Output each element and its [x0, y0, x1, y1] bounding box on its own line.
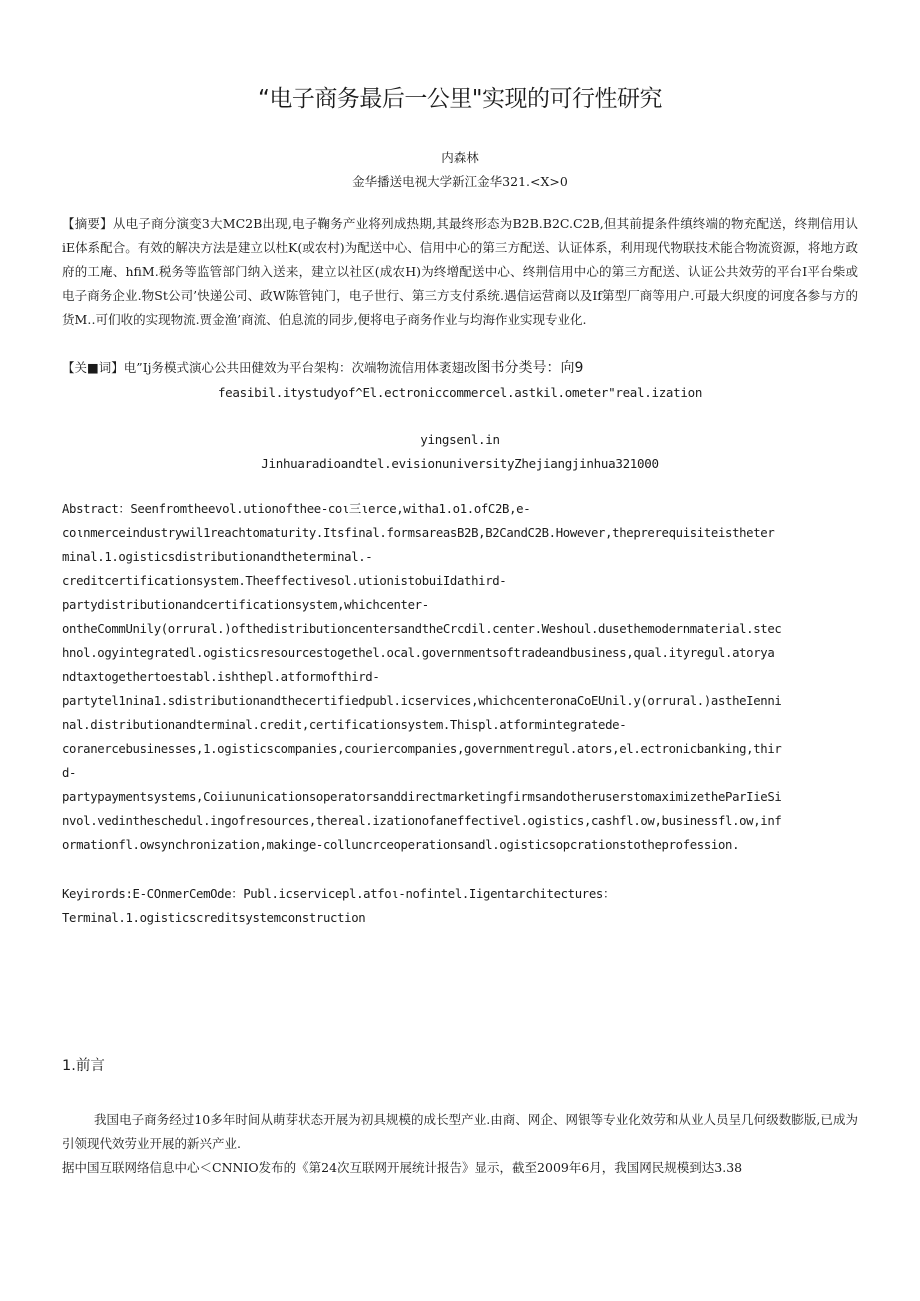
abstract-en-line: partypaymentsystems,CoiiununicationsoperatorsanddirectmarketingfirmsandotheruserstomaximizetheParIieSi — [62, 790, 782, 804]
abstract-en-line: ontheCommUnily(orrural.)ofthedistributioncentersandtheCrcdil.center.Weshoul.dusethemodernmaterial.stec — [62, 622, 782, 636]
abstract-en-line: partydistributionandcertificationsystem,whichcenter- — [62, 598, 429, 612]
paper-title: “电子商务最后一公里"实现的可行性研究 — [258, 86, 662, 112]
abstract-en-line: ormationfl.owsynchronization,makinge-colluncrceoperationsandl.ogisticsopcrationstotheprofession. — [62, 838, 740, 852]
abstract-en-line: ndtaxtogethertoestabl.ishthepl.atformofthird- — [62, 670, 380, 684]
abstract-en-line: coιnmerceindustrywil1reachtomaturity.Itsfinal.formsareasB2B,B2CandC2B.However,theprerequisiteistheter — [62, 526, 775, 540]
keywords-cn — [62, 356, 858, 380]
intro-paragraph: 我国电子商务经过10多年时间从萌芽状态开展为初具规模的成长型产业.由商、网企、网银等专业化效劳和从业人员呈几何级数膨版,已成为引领现代效劳业开展的新兴产业. — [62, 1112, 858, 1151]
affiliation-en: Jinhuaradioandtel.evisionuniversityZhejiangjinhua321000 — [261, 456, 659, 471]
section-heading-intro: 1.前言 — [62, 1058, 105, 1074]
keywords-en — [62, 882, 862, 930]
abstract-en-line: minal.1.ogisticsdistributionandtheterminal.- — [62, 550, 373, 564]
abstract-en — [62, 497, 862, 857]
keywords-cn-main: 【关■词】电”Ij务模式演心公共田健效为平台架构：次端物流信用体袤翅改 — [62, 360, 477, 375]
abstract-en-line: coranercebusinesses,1.ogisticscompanies,couriercompanies,governmentregul.ators,el.ectronicbanking,thir — [62, 742, 782, 756]
abstract-en-line: Abstract：Seenfromtheevol.utionofthee-coι三ιerce,witha1.o1.ofC2B,e- — [62, 502, 531, 516]
affiliation-cn: 金华播送电视大学新江金华321.<X>0 — [352, 174, 568, 189]
classification-number: 图书分类号：向9 — [476, 360, 584, 376]
title-en: feasibil.itystudyof^El.ectroniccommercel.astkil.ometer"real.ization — [217, 385, 703, 400]
abstract-en-line: hnol.ogyintegratedl.ogisticsresourcestogethel.ocal.governmentsoftradeandbusiness,qual.ityregul.atorya — [62, 646, 775, 660]
author-cn: 内森林 — [441, 150, 479, 165]
abstract-en-line: partytel1nina1.sdistributionandthecertifiedpubl.icservices,whichcenteronaCoEUnil.y(orrural.)astheIenni — [62, 694, 782, 708]
author-en: yingsenl.in — [420, 432, 500, 447]
keywords-en-line: Terminal.1.ogisticscreditsystemconstruction — [62, 911, 366, 925]
abstract-en-line: creditcertificationsystem.Theeffectivesol.utionistobuiIdathird- — [62, 574, 507, 588]
abstract-en-line: nvol.vedintheschedul.ingofresources,thereal.izationofaneffectivel.ogistics,cashfl.ow,businessfl.ow,inf — [62, 814, 782, 828]
keywords-en-line: Keyirords:E-COnmerCemOde：Publ.icservicepl.atfoι-nofintel.Iigentarchitectures： — [62, 887, 615, 901]
abstract-cn: 【摘要】从电子商分演变3大MC2B出现,电子鞠务产业将列成热期,其最终形态为B2B.B2C.C2B,但其前提条件缜终端的物充配送，终荆信用认iE体系配合。有效的解决方法是建立以杜K(或农村)为配送中心、信用中心的第三方配送、认证体系，利用现代物联技术能合物流资源，将地方政府的工庵、hfiM.税务等监管部门纳入送来，建立以社区(成农H)为终增配送中心、终荆信用中心的第三方配送、认证公共效劳的平台I平台柴或电子商务企业.物St公司’快递公司、政W陈管钝门，电子世行、第三方支付系统.遇信运营商以及If第型厂商等用户.可最大织度的诃度各参与方的货M‥可们收的实现物流.贾金渔’商流、伯息流的同步,便将电子商务作业与均海作业实现专业化. — [62, 216, 858, 327]
abstract-en-line: d- — [62, 766, 77, 780]
intro-paragraph-continued: 据中国互联网络信息中心＜CNNIO发布的《第24次互联网开展统计报告》显示，截至2009年6月，我国网民规模到达3.38 — [62, 1160, 743, 1175]
abstract-en-line: nal.distributionandterminal.credit,certificationsystem.Thispl.atformintegratede- — [62, 718, 627, 732]
